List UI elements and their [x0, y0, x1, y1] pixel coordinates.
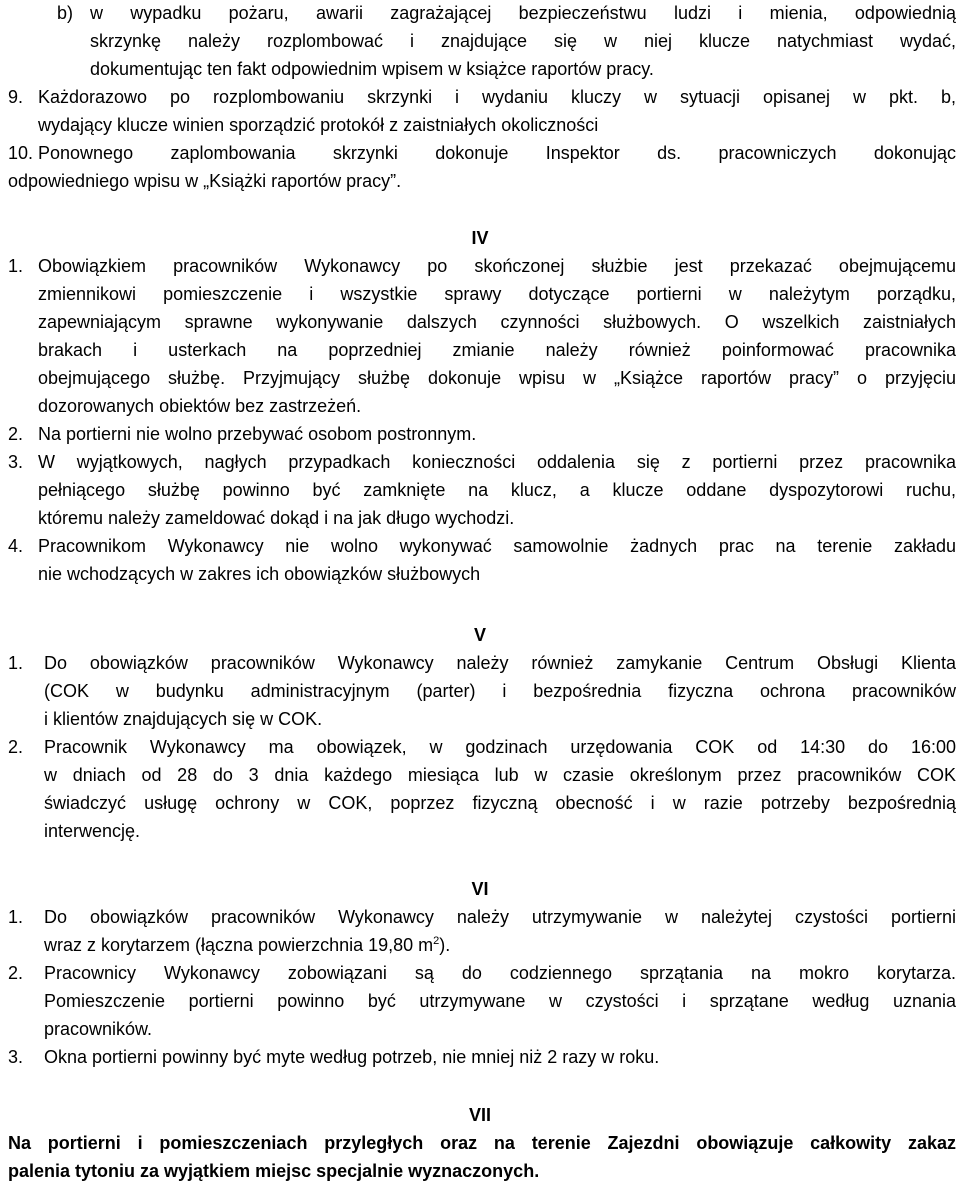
- section-heading-iv: IV: [471, 228, 489, 248]
- v-item-1-line-1: Do obowiązków pracowników Wykonawcy należy również zamykanie Centrum Obsługi Klienta: [44, 653, 956, 673]
- v-item-2-label: 2.: [8, 737, 24, 757]
- vi-item-2-line-1: Pracownicy Wykonawcy zobowiązani są do codziennego sprzątania na mokro korytarza.: [44, 963, 956, 983]
- vi-item-1-line-1: Do obowiązków pracowników Wykonawcy należy utrzymywanie w należytej czystości portierni: [44, 907, 956, 927]
- intro-10-line-2: odpowiedniego wpisu w „Książki raportów pracy”.: [8, 171, 402, 191]
- iv-item-3-line-1: W wyjątkowych, nagłych przypadkach konieczności oddalenia się z portierni przez pracownika: [38, 452, 956, 472]
- vi-item-1-line-2: [44, 932, 450, 958]
- vi-item-1-label: 1.: [8, 907, 24, 927]
- intro-9-line-2: wydający klucze winien sporządzić protokół z zaistniałych okoliczności: [38, 115, 599, 135]
- iv-item-4-label: 4.: [8, 536, 24, 556]
- vi-item-1-line-2-suffix: ).: [439, 935, 451, 955]
- intro-b-line-3: dokumentując ten fakt odpowiednim wpisem w książce raportów pracy.: [90, 59, 654, 79]
- v-item-2-line-4: interwencję.: [44, 821, 141, 841]
- section-heading-v: V: [473, 625, 486, 645]
- iv-item-2-label: 2.: [8, 424, 24, 444]
- iv-item-1-line-3: zapewniającym sprawne wykonywanie dalszych czynności służbowych. O wszelkich zaistniałych: [38, 312, 956, 332]
- intro-10-line-1: Ponownego zaplombowania skrzynki dokonuje Inspektor ds. pracowniczych dokonując: [38, 143, 956, 163]
- section-heading-vii: VII: [468, 1105, 491, 1125]
- vi-item-1-line-2-text: wraz z korytarzem (łączna powierzchnia 19,80 m: [44, 935, 434, 955]
- iv-item-1-line-1: Obowiązkiem pracowników Wykonawcy po skończonej służbie jest przekazać obejmującemu: [38, 256, 956, 276]
- iv-item-1-line-6: dozorowanych obiektów bez zastrzeżeń.: [38, 396, 362, 416]
- intro-b-line-2: skrzynkę należy rozplombować i znajdujące się w niej klucze natychmiast wydać,: [90, 31, 956, 51]
- vi-item-1-superscript: 2: [433, 935, 440, 947]
- v-item-2-line-2: w dniach od 28 do 3 dnia każdego miesiąca lub w czasie określonym przez pracowników COK: [44, 765, 956, 785]
- v-item-2-line-3: świadczyć usługę ochrony w COK, poprzez fizyczną obecność i w razie potrzeby bezpośrednią: [44, 793, 956, 813]
- vi-item-2-line-2: Pomieszczenie portierni powinno być utrzymywane w czystości i sprzątane według uznania: [44, 991, 956, 1011]
- iv-item-4-line-1: Pracownikom Wykonawcy nie wolno wykonywać samowolnie żadnych prac na terenie zakładu: [38, 536, 956, 556]
- v-item-1-label: 1.: [8, 653, 24, 673]
- vi-item-3-line-1: Okna portierni powinny być myte według potrzeb, nie mniej niż 2 razy w roku.: [44, 1047, 660, 1067]
- iv-item-4-line-2: nie wchodzących w zakres ich obowiązków służbowych: [38, 564, 481, 584]
- v-item-1-line-3: i klientów znajdujących się w COK.: [44, 709, 323, 729]
- iv-item-1-line-4: brakach i usterkach na poprzedniej zmianie należy również poinformować pracownika: [38, 340, 956, 360]
- item-label-10: 10.: [8, 143, 34, 163]
- intro-b-line-1: w wypadku pożaru, awarii zagrażającej bezpieczeństwu ludzi i mienia, odpowiednią: [90, 3, 956, 23]
- iv-item-3-label: 3.: [8, 452, 24, 472]
- iv-item-3-line-2: pełniącego służbę powinno być zamknięte na klucz, a klucze oddane dyspozytorowi ruchu,: [38, 480, 956, 500]
- item-label-9: 9.: [8, 87, 24, 107]
- intro-9-line-1: Każdorazowo po rozplombowaniu skrzynki i wydaniu kluczy w sytuacji opisanej w pkt. b,: [38, 87, 956, 107]
- vii-line-2: palenia tytoniu za wyjątkiem miejsc specjalnie wyznaczonych.: [8, 1161, 540, 1181]
- iv-item-1-label: 1.: [8, 256, 24, 276]
- iv-item-2-line-1: Na portierni nie wolno przebywać osobom postronnym.: [38, 424, 477, 444]
- vi-item-2-label: 2.: [8, 963, 24, 983]
- vi-item-3-label: 3.: [8, 1047, 24, 1067]
- v-item-1-line-2: (COK w budynku administracyjnym (parter) i bezpośrednia fizyczna ochrona pracowników: [44, 681, 956, 701]
- iv-item-1-line-5: obejmującego służbę. Przyjmujący służbę dokonuje wpisu w „Książce raportów pracy” o przyjęciu: [38, 368, 956, 388]
- vi-item-2-line-3: pracowników.: [44, 1019, 153, 1039]
- vii-line-1: Na portierni i pomieszczeniach przyległych oraz na terenie Zajezdni obowiązuje całkowity zakaz: [8, 1133, 956, 1153]
- section-heading-vi: VI: [471, 879, 489, 899]
- v-item-2-line-1: Pracownik Wykonawcy ma obowiązek, w godzinach urzędowania COK od 14:30 do 16:00: [44, 737, 956, 757]
- iv-item-3-line-3: któremu należy zameldować dokąd i na jak długo wychodzi.: [38, 508, 515, 528]
- iv-item-1-line-2: zmiennikowi pomieszczenie i wszystkie sprawy dotyczące portierni w należytym porządku,: [38, 284, 956, 304]
- item-label-b: b): [57, 3, 74, 23]
